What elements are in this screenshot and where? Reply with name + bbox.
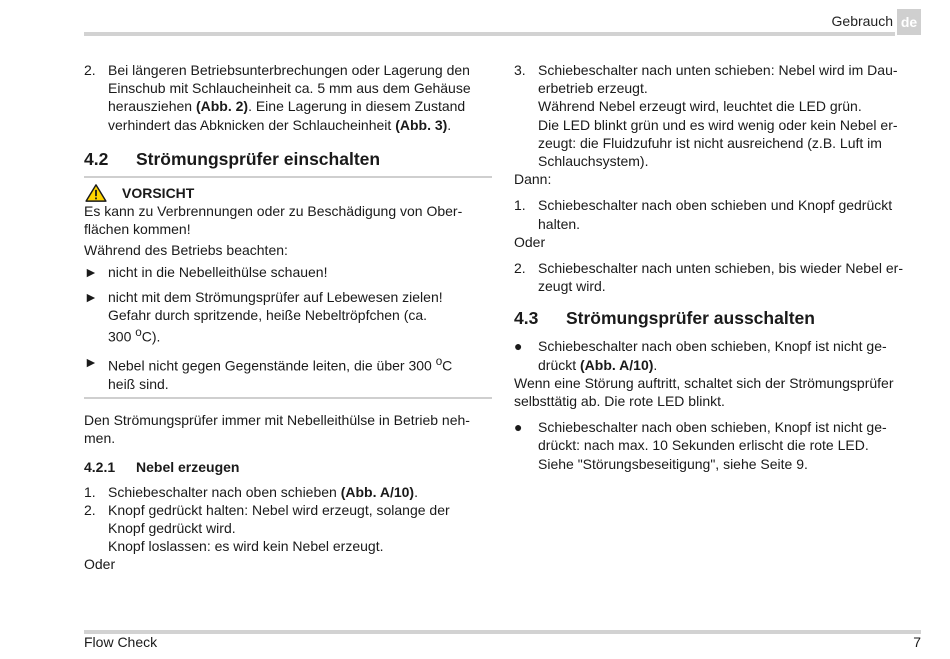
bullet-item: ● Schiebeschalter nach oben schieben, Knopf ist nicht ge- drückt (Abb. A/10). [514,338,887,373]
figure-ref: (Abb. A/10) [340,483,415,500]
list-item-storage: 2. Bei längeren Betriebsunterbrechungen oder Lagerung den Einschub mit Schlaucheinheit ca. 5 mm aus dem Gehäuse herausziehen (Abb. 2). Eine Lagerung in diesem Zustand verhindert das Abknicken der Schlaucheinheit (Abb. 3). [84,62,471,133]
dot-bullet-icon: ● [514,419,523,436]
figure-ref: (Abb. A/10) [580,356,654,373]
dot-bullet-icon: ● [514,338,523,355]
or-text: Oder [514,233,546,250]
warning-bullet: ► nicht mit dem Strömungsprüfer auf Lebewesen zielen! Gefahr durch spritzende, heiße Nebeltröpfchen (ca. 300 $^o$C). [84,288,443,345]
left-column [84,61,492,574]
warning-triangle-icon [84,184,108,202]
figure-ref: (Abb. 2) [195,98,249,115]
footer-product: Flow Check [84,634,158,650]
then-text: Dann: [514,171,552,188]
step-item: 2. Schiebeschalter nach unten schieben, bis wieder Nebel er- zeugt wird. [514,260,903,295]
warning-top-rule [84,176,492,178]
arrow-bullet-icon: ► [84,263,98,280]
step-item: 1. Schiebeschalter nach oben schieben (Abb. A/10). [84,483,418,500]
section-heading-4-2: 4.2 Strömungsprüfer einschalten [84,148,381,169]
header-title: Gebrauch [831,13,893,29]
page-number: 7 [913,634,921,650]
bullet-item: ● Schiebeschalter nach oben schieben, Knopf ist nicht ge- drückt: nach max. 10 Sekunden erlischt die rote LED. Siehe "Störungsbeseitigung", siehe Seite 9. [514,419,887,472]
section-heading-4-2-1: 4.2.1 Nebel erzeugen [84,458,240,475]
figure-ref: (Abb. 3) [395,116,448,133]
warning-bullet: ► Nebel nicht gegen Gegenstände leiten, die über 300 $^o$C heiß sind. [84,354,453,392]
step-item: 3. Schiebeschalter nach unten schieben: Nebel wird im Dau- erbetrieb erzeugt. Während Nebel erzeugt wird, leuchtet die LED grün. Die LED blinkt grün und es wird wenig oder kein Nebel er- zeugt: die Fluidzufuhr ist nicht ausreichend (z.B. Luft im Schlauchsystem). [514,62,898,170]
or-text: Oder [84,556,116,573]
warning-text: Es kann zu Verbrennungen oder zu Beschädigung von Ober- flächen kommen! [84,203,463,238]
language-badge: de [897,9,921,35]
arrow-bullet-icon: ► [84,288,98,305]
warning-bottom-rule [84,397,492,399]
list-number: 3. [514,62,526,78]
step-item: 1. Schiebeschalter nach oben schieben und Knopf gedrückt halten. [514,197,893,232]
warning-intro: Während des Betriebs beachten: [84,242,288,259]
step-item: 2. Knopf gedrückt halten: Nebel wird erzeugt, solange der Knopf gedrückt wird. Knopf loslassen: es wird kein Nebel erzeugt. [84,501,450,555]
list-number: 1. [514,197,526,214]
section-heading-4-3: 4.3 Strömungsprüfer ausschalten [514,308,815,329]
warning-heading [84,184,492,202]
warning-label: VORSICHT [122,184,195,201]
fault-text: Wenn eine Störung auftritt, schaltet sich der Strömungsprüfer selbsttätig ab. Die rote LED blinkt. [514,374,894,410]
header-rule [84,32,895,36]
operation-note: Den Strömungsprüfer immer mit Nebelleithülse in Betrieb neh- men. [84,412,470,447]
list-number: 2. [514,260,526,277]
right-column [514,61,922,473]
list-number: 1. [84,483,96,500]
list-number: 2. [84,62,96,78]
warning-bullet: ► nicht in die Nebelleithülse schauen! [84,263,328,280]
arrow-bullet-icon: ► [84,354,98,371]
footer-rule [84,630,921,634]
list-number: 2. [84,501,96,518]
